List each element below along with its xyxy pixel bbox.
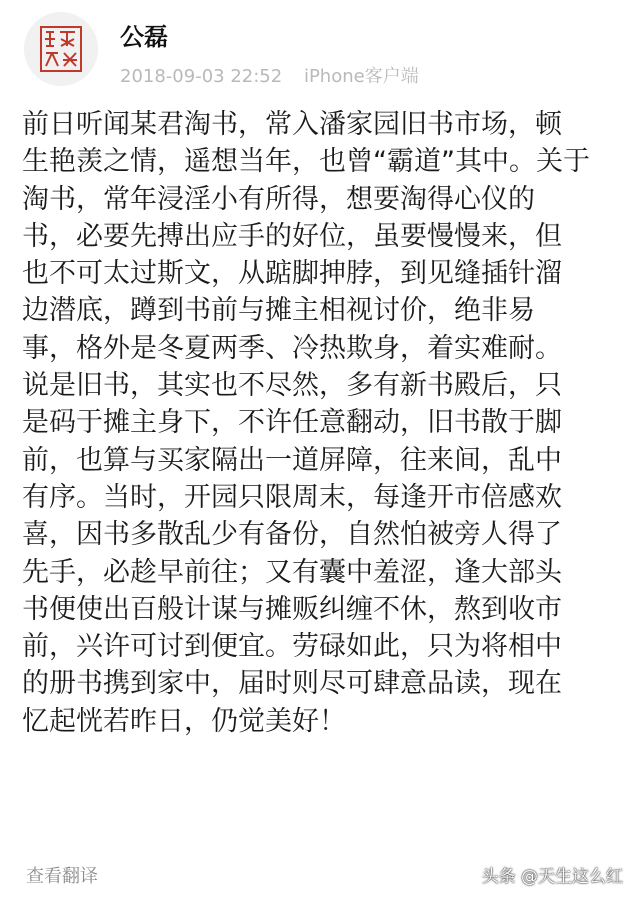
post-body xyxy=(22,106,628,740)
watermark: 头条 @天生这么红 xyxy=(481,867,623,887)
post-line: 忆起恍若昨日，仍觉美好！ xyxy=(22,705,346,737)
post-line: 喜，因书多散乱少有备份，自然怕被旁人得了 xyxy=(22,519,562,551)
post-client: iPhone客户端 xyxy=(303,66,419,87)
post-line: 事，格外是冬夏两季、冷热欺身，着实难耐。 xyxy=(22,332,562,364)
avatar[interactable] xyxy=(24,12,98,86)
post-line: 淘书，常年浸淫小有所得，想要淘得心仪的 xyxy=(22,183,535,215)
post-line: 的册书携到家中，届时则尽可肆意品读，现在 xyxy=(22,668,562,700)
post-line: 边潜底，蹲到书前与摊主相视讨价，绝非易 xyxy=(22,295,535,327)
post-line: 先手，必趁早前往；又有囊中羞涩，逢大部头 xyxy=(22,556,562,588)
view-translation-link[interactable]: 查看翻译 xyxy=(26,866,98,887)
post-line: 是码于摊主身下，不许任意翻动，旧书散于脚 xyxy=(22,407,562,439)
post-line: 书便使出百般计谋与摊贩纠缠不休，熬到收市 xyxy=(22,593,562,625)
post-line: 也不可太过斯文，从踮脚抻脖，到见缝插针溜 xyxy=(22,258,562,290)
post-line: 前，也算与买家隔出一道屏障，往来间，乱中 xyxy=(22,444,562,476)
post-timestamp: 2018-09-03 22:52 xyxy=(120,66,283,87)
author-name[interactable]: 公磊 xyxy=(120,23,168,51)
post-line: 有序。当时，开园只限周末，每逢开市倍感欢 xyxy=(22,481,562,513)
post-meta xyxy=(120,64,419,90)
post-line: 书，必要先搏出应手的好位，虽要慢慢来，但 xyxy=(22,220,562,252)
post-line: 前，兴许可讨到便宜。劳碌如此，只为将相中 xyxy=(22,631,562,663)
post-line: 生艳羡之情，遥想当年，也曾“霸道”其中。关于 xyxy=(22,146,590,178)
red-seal-stamp-icon xyxy=(24,12,98,86)
post-line: 前日听闻某君淘书，常入潘家园旧书市场，顿 xyxy=(22,109,562,140)
post-line: 说是旧书，其实也不尽然，多有新书殿后，只 xyxy=(22,370,562,402)
